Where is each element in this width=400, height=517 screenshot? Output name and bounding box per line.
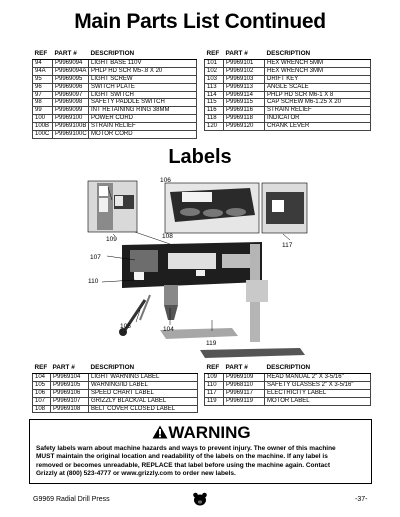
description-cell: PHLP HD SCR M5-.8 X 20 xyxy=(89,67,197,75)
ref-cell: 103 xyxy=(205,75,224,83)
inset-photo-motor xyxy=(262,183,307,233)
description-cell: INDICATOR xyxy=(265,115,371,123)
description-cell: SWITCH PLATE xyxy=(89,83,197,91)
ref-cell: 118 xyxy=(205,115,224,123)
description-cell: PHLP HD SCR M6-1 X 8 xyxy=(265,91,371,99)
parts-header-row xyxy=(205,365,371,373)
ref-cell: 116 xyxy=(205,107,224,115)
description-cell: LIGHT BASE 110V xyxy=(89,59,197,67)
ref-cell: 106 xyxy=(33,389,51,397)
parts-table-top-left xyxy=(32,51,197,139)
parts-table-bottom-left xyxy=(32,365,198,413)
description-cell: READ MANUAL 2" X 3-5/16" xyxy=(265,373,371,381)
ref-cell: 97 xyxy=(33,91,53,99)
part-number-cell: P9969104 xyxy=(51,373,89,381)
table-row xyxy=(33,397,198,405)
column-header: PART # xyxy=(224,51,265,59)
part-number-cell: P9969114 xyxy=(224,91,265,99)
description-cell: WARNING/ID LABEL xyxy=(89,381,198,389)
table-row xyxy=(33,405,198,413)
column-header: DESCRIPTION xyxy=(265,51,371,59)
column-header: PART # xyxy=(224,365,265,373)
ref-cell: 100C xyxy=(33,131,53,139)
warning-title xyxy=(30,423,373,443)
part-number-cell: P9969094A xyxy=(53,67,89,75)
column-header: REF xyxy=(33,51,53,59)
description-cell: ELECTRICITY LABEL xyxy=(265,389,371,397)
part-number-cell: P9969113 xyxy=(224,83,265,91)
ref-cell: 96 xyxy=(33,83,53,91)
description-cell: GRIZZLY BLACK/AL LABEL xyxy=(89,397,198,405)
table-row xyxy=(33,107,197,115)
table-row xyxy=(205,381,371,389)
ref-cell: 109 xyxy=(205,373,224,381)
column-header: REF xyxy=(205,51,224,59)
table-row xyxy=(33,381,198,389)
column-header: DESCRIPTION xyxy=(89,51,197,59)
part-number-cell: P9969102 xyxy=(224,67,265,75)
description-cell: BELT COVER CLOSED LABEL xyxy=(89,405,198,413)
ref-cell: 113 xyxy=(205,83,224,91)
bear-logo-icon xyxy=(192,492,208,506)
warning-line: MUST maintain the original location and readability of the labels on the machine. If any label is xyxy=(36,453,328,461)
page-title: Main Parts List Continued xyxy=(74,10,326,33)
warning-text xyxy=(36,445,366,478)
ref-cell: 100B xyxy=(33,123,53,131)
inset-photo-belt-cover xyxy=(165,183,259,233)
column-header: DESCRIPTION xyxy=(265,365,371,373)
ref-cell: 117 xyxy=(205,389,224,397)
part-number-cell: P9969099 xyxy=(53,107,89,115)
ref-cell: 119 xyxy=(205,397,224,405)
callout-106: 106 xyxy=(160,177,171,184)
callout-105: 105 xyxy=(120,323,131,330)
description-cell: MOTOR LABEL xyxy=(265,397,371,405)
ref-cell: 102 xyxy=(205,67,224,75)
parts-table-bottom-right xyxy=(204,365,371,406)
ref-cell: 94 xyxy=(33,59,53,67)
ref-cell: 115 xyxy=(205,99,224,107)
table-row xyxy=(33,75,197,83)
footer-left-text: G9969 Radial Drill Press xyxy=(33,496,110,503)
description-cell: LIGHT SCREW xyxy=(89,75,197,83)
column-header: PART # xyxy=(51,365,89,373)
column-header: REF xyxy=(33,365,51,373)
part-number-cell: P9969098 xyxy=(53,99,89,107)
table-row xyxy=(205,99,371,107)
part-number-cell: P9969116 xyxy=(224,107,265,115)
description-cell: SAFETY GLASSES 2" X 3-5/16" xyxy=(265,381,371,389)
part-number-cell: P9969120 xyxy=(224,123,265,131)
table-row xyxy=(33,91,197,99)
callout-117: 117 xyxy=(282,242,293,249)
table-row xyxy=(33,115,197,123)
description-cell: LIGHT WARNING LABEL xyxy=(89,373,198,381)
part-number-cell: P9969109 xyxy=(224,373,265,381)
callout-119: 119 xyxy=(206,340,217,347)
table-row xyxy=(205,67,371,75)
table-row xyxy=(205,373,371,381)
ref-cell: 114 xyxy=(205,91,224,99)
table-row xyxy=(205,115,371,123)
ref-cell: 94A xyxy=(33,67,53,75)
warning-line: removed or becomes unreadable, REPLACE that label before using the machine again. Contact xyxy=(36,461,331,469)
labels-figure xyxy=(0,170,400,370)
part-number-cell: P9968110 xyxy=(224,381,265,389)
parts-header-row xyxy=(33,51,197,59)
ref-cell: 95 xyxy=(33,75,53,83)
description-cell: CRANK LEVER xyxy=(265,123,371,131)
part-number-cell: P9969101 xyxy=(224,59,265,67)
table-row xyxy=(205,123,371,131)
callout-110: 110 xyxy=(88,278,99,285)
part-number-cell: P9969097 xyxy=(53,91,89,99)
callout-109: 109 xyxy=(106,236,117,243)
callout-104: 104 xyxy=(163,326,174,333)
warning-title-text: WARNING xyxy=(168,423,251,442)
part-number-cell: P9969107 xyxy=(51,397,89,405)
table-row xyxy=(33,131,197,139)
table-row xyxy=(33,373,198,381)
part-number-cell: P9969108 xyxy=(51,405,89,413)
table-row xyxy=(33,389,198,397)
description-cell: HEX WRENCH 3MM xyxy=(265,67,371,75)
table-row xyxy=(33,59,197,67)
description-cell: HEX WRENCH 5MM xyxy=(265,59,371,67)
table-row xyxy=(205,75,371,83)
part-number-cell: P9969119 xyxy=(224,397,265,405)
ref-cell: 104 xyxy=(33,373,51,381)
ref-cell: 101 xyxy=(205,59,224,67)
description-cell: SPEED CHART LABEL xyxy=(89,389,198,397)
inset-photo-column xyxy=(88,181,137,232)
ref-cell: 107 xyxy=(33,397,51,405)
warning-box xyxy=(29,419,372,484)
part-number-cell: P9969117 xyxy=(224,389,265,397)
ref-cell: 110 xyxy=(205,381,224,389)
ref-cell: 120 xyxy=(205,123,224,131)
part-number-cell: P9969095 xyxy=(53,75,89,83)
part-number-cell: P9969094 xyxy=(53,59,89,67)
description-cell: CAP SCREW M6-1.25 X 20 xyxy=(265,99,371,107)
labels-heading: Labels xyxy=(168,146,232,168)
table-row xyxy=(33,99,197,107)
description-cell: MOTOR CORD xyxy=(89,131,197,139)
parts-table-top-right xyxy=(204,51,371,131)
part-number-cell: P9969096 xyxy=(53,83,89,91)
ref-cell: 98 xyxy=(33,99,53,107)
part-number-cell: P9969106 xyxy=(51,389,89,397)
table-row xyxy=(33,67,197,75)
warning-triangle-icon xyxy=(152,425,168,439)
part-number-cell: P9969105 xyxy=(51,381,89,389)
part-number-cell: P9969100C xyxy=(53,131,89,139)
part-number-cell: P9969115 xyxy=(224,99,265,107)
table-row xyxy=(33,83,197,91)
description-cell: DRIFT KEY xyxy=(265,75,371,83)
table-row xyxy=(205,83,371,91)
description-cell: STRAIN RELIEF xyxy=(265,107,371,115)
part-number-cell: P9969103 xyxy=(224,75,265,83)
description-cell: POWER CORD xyxy=(89,115,197,123)
table-row xyxy=(205,91,371,99)
column-header: REF xyxy=(205,365,224,373)
column-header: DESCRIPTION xyxy=(89,365,198,373)
table-row xyxy=(33,123,197,131)
table-row xyxy=(205,107,371,115)
part-number-cell: P9969100 xyxy=(53,115,89,123)
part-number-cell: P9969118 xyxy=(224,115,265,123)
ref-cell: 105 xyxy=(33,381,51,389)
warning-line: Grizzly at (800) 523-4777 or www.grizzly.com to order new labels. xyxy=(36,469,236,477)
part-number-cell: P9969100B xyxy=(53,123,89,131)
ref-cell: 100 xyxy=(33,115,53,123)
description-cell: INT RETAINING RING 38MM xyxy=(89,107,197,115)
parts-header-row xyxy=(205,51,371,59)
callout-108: 108 xyxy=(162,233,173,240)
description-cell: LIGHT SWITCH xyxy=(89,91,197,99)
column-header: PART # xyxy=(53,51,89,59)
description-cell: STRAIN RELIEF xyxy=(89,123,197,131)
callout-107: 107 xyxy=(90,254,101,261)
table-row xyxy=(205,397,371,405)
table-row xyxy=(205,59,371,67)
warning-line: Safety labels warn about machine hazards and ways to prevent injury. The owner of this machine xyxy=(36,445,336,452)
ref-cell: 99 xyxy=(33,107,53,115)
page-number: -37- xyxy=(355,496,368,503)
parts-header-row xyxy=(33,365,198,373)
description-cell: ANGLE SCALE xyxy=(265,83,371,91)
ref-cell: 108 xyxy=(33,405,51,413)
description-cell: SAFETY PADDLE SWITCH xyxy=(89,99,197,107)
table-row xyxy=(205,389,371,397)
